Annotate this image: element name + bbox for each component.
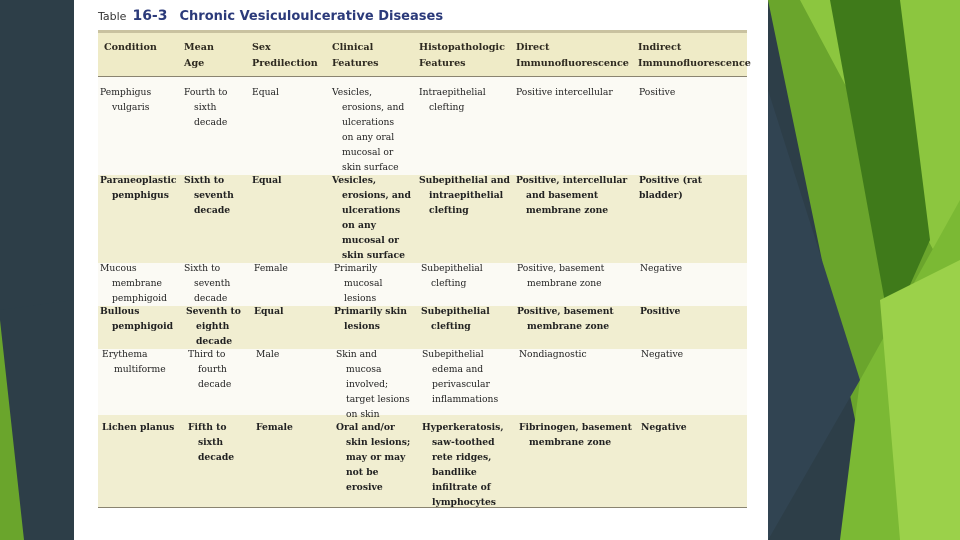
- cell-clinical: Primarily mucosal lesions: [334, 263, 383, 304]
- cell-age: Third to fourth decade: [188, 349, 232, 390]
- slide-content: [74, 0, 768, 540]
- disease-table: [98, 30, 751, 508]
- cell-sex: Equal: [254, 306, 284, 317]
- cell-direct: Positive intercellular: [516, 87, 613, 98]
- cell-condition: Lichen planus: [102, 422, 175, 433]
- cell-condition: Erythema multiforme: [102, 349, 166, 375]
- cell-clinical: Vesicles, erosions, and ulcerations on any mucosal or skin surface: [332, 175, 411, 261]
- cell-condition: Mucous membrane pemphigoid: [100, 263, 167, 304]
- cell-histo: Intraepithelial clefting: [419, 87, 486, 113]
- cell-histo: Subepithelial clefting: [421, 263, 483, 289]
- cell-indirect: Positive: [639, 87, 676, 98]
- cell-sex: Equal: [252, 87, 279, 98]
- header-condition: Condition: [104, 42, 157, 53]
- cell-clinical: Primarily skin lesions: [334, 306, 407, 332]
- cell-histo: Hyperkeratosis, saw-toothed rete ridges, bandlike infiltrate of lymphocytes: [422, 422, 504, 508]
- table-heading: Chronic Vesiculoulcerative Diseases: [179, 9, 444, 24]
- cell-condition: Bullous pemphigoid: [100, 306, 174, 332]
- cell-clinical: Vesicles, erosions, and ulcerations on any oral mucosal or skin surface: [332, 87, 405, 173]
- cell-clinical: Oral and/or skin lesions; may or may not be erosive: [336, 422, 411, 493]
- table-number: 16-3: [132, 8, 168, 24]
- cell-age: Sixth to seventh decade: [184, 263, 231, 304]
- cell-direct: Positive, basement membrane zone: [517, 306, 614, 332]
- cell-direct: Positive, intercellular and basement membrane zone: [516, 175, 628, 216]
- cell-histo: Subepithelial edema and perivascular inflammations: [422, 349, 499, 405]
- header-mean-age: Mean Age: [184, 42, 214, 69]
- cell-indirect: Negative: [641, 349, 684, 360]
- cell-histo: Subepithelial clefting: [421, 306, 490, 332]
- cell-age: Sixth to seventh decade: [184, 175, 234, 216]
- cell-indirect: Positive: [640, 306, 681, 317]
- cell-sex: Female: [256, 422, 293, 433]
- cell-indirect: Negative: [640, 263, 683, 274]
- table-prefix: Table: [98, 10, 127, 23]
- cell-indirect: Negative: [641, 422, 687, 433]
- cell-sex: Female: [254, 263, 288, 274]
- cell-age: Fourth to sixth decade: [184, 87, 228, 128]
- header-sex: Sex Predilection: [252, 42, 318, 69]
- cell-histo: Subepithelial and intraepithelial clefting: [419, 175, 510, 216]
- cell-direct: Nondiagnostic: [519, 349, 587, 360]
- cell-condition: Paraneoplastic pemphigus: [100, 175, 177, 201]
- cell-indirect: Positive (rat bladder): [639, 175, 702, 201]
- header-indirect: Indirect Immunofluorescence: [638, 42, 751, 69]
- header-rule: [98, 76, 747, 77]
- table-title: [98, 8, 443, 30]
- header-clinical: Clinical Features: [332, 42, 379, 69]
- cell-condition: Pemphigus vulgaris: [100, 87, 152, 113]
- cell-direct: Positive, basement membrane zone: [517, 263, 605, 289]
- cell-clinical: Skin and mucosa involved; target lesions on skin: [336, 349, 410, 420]
- cell-direct: Fibrinogen, basement membrane zone: [519, 422, 632, 448]
- header-direct: Direct Immunofluorescence: [516, 42, 629, 69]
- cell-age: Seventh to eighth decade: [186, 306, 241, 347]
- cell-age: Fifth to sixth decade: [188, 422, 235, 463]
- header-histo: Histopathologic Features: [419, 42, 505, 69]
- cell-sex: Equal: [252, 175, 282, 186]
- cell-sex: Male: [256, 349, 280, 360]
